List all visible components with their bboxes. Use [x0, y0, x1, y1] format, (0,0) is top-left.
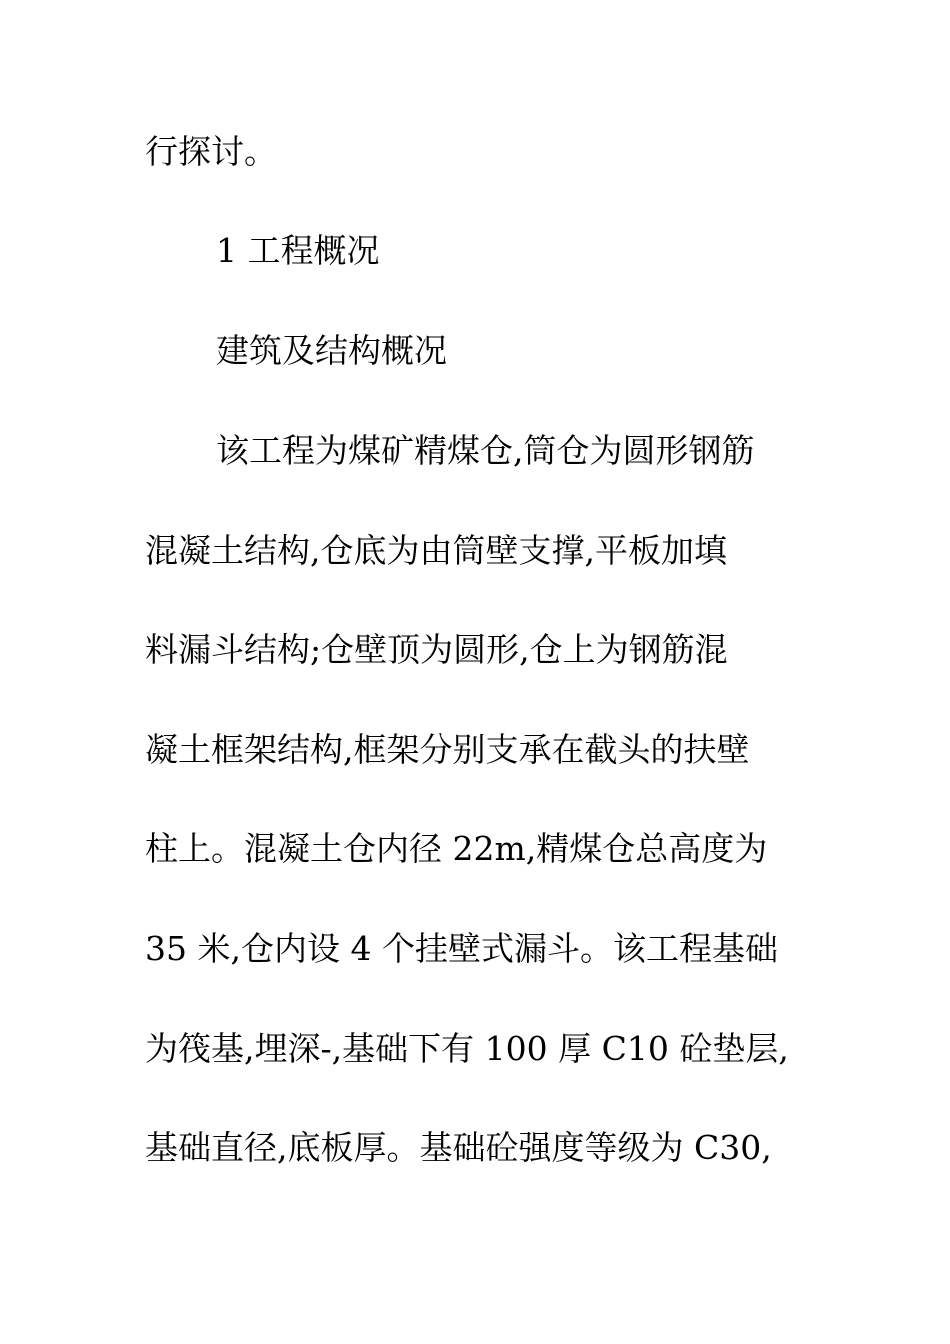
subsection-heading: 建筑及结构概况	[216, 331, 447, 370]
paragraph-line: 为筏基,埋深-,基础下有 100 厚 C10 砼垫层,	[145, 1029, 789, 1068]
paragraph-line: 料漏斗结构;仓壁顶为圆形,仓上为钢筋混	[145, 630, 728, 669]
paragraph-line: 混凝土结构,仓底为由筒壁支撑,平板加填	[145, 531, 727, 570]
paragraph-continuation-line: 行探讨。	[145, 132, 277, 171]
section-heading: 1 工程概况	[216, 231, 380, 270]
paragraph-line: 柱上。混凝土仓内径 22m,精煤仓总高度为	[145, 829, 768, 868]
paragraph-line: 基础直径,底板厚。基础砼强度等级为 C30,	[145, 1128, 772, 1167]
paragraph-line: 该工程为煤矿精煤仓,筒仓为圆形钢筋	[216, 431, 755, 470]
paragraph-line: 凝土框架结构,框架分别支承在截头的扶壁	[145, 730, 750, 769]
paragraph-line: 35 米,仓内设 4 个挂壁式漏斗。该工程基础	[145, 929, 778, 968]
